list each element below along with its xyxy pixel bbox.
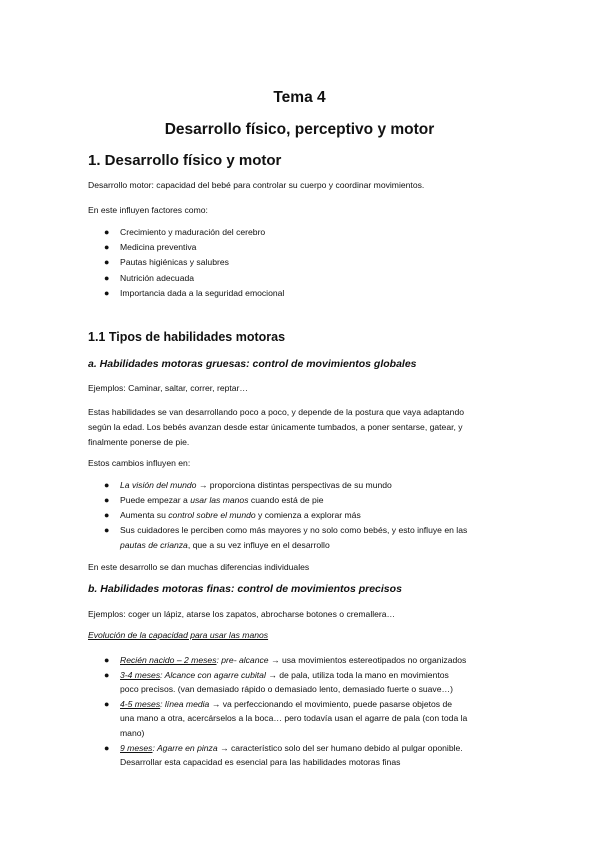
list-item: ● Recién nacido – 2 meses: pre- alcance → usa movimientos estereotipados no organizados (104, 653, 539, 668)
changes-list (104, 478, 539, 553)
list-item: ● Puede empezar a usar las manos cuando está de pie (104, 493, 539, 508)
bullet-icon: ● (104, 227, 110, 237)
bullet-icon: ● (104, 257, 110, 268)
fine-motor-heading: b. Habilidades motoras finas: control de movimientos precisos (88, 583, 402, 595)
bullet-icon: ● (104, 698, 110, 709)
list-item: ● Crecimiento y maduración del cerebro (104, 225, 539, 240)
bullet-icon: ● (104, 287, 110, 298)
bullet-icon: ● (104, 242, 110, 253)
list-item: ● Sus cuidadores le perciben como más mayores y no solo como bebés, y esto influye en las pautas de crianza, que a su vez influye en el desarrollo (104, 525, 468, 550)
gross-motor-paragraph: Estas habilidades se van desarrollando poco a poco, y depende de la postura que vaya adaptando según la edad. Los bebés avanzan desde estar únicamente tumbados, a poner sentarse, gatear, y finalmente ponerse de pie. (88, 407, 465, 447)
gross-motor-heading: a. Habilidades motoras gruesas: control de movimientos globales (88, 358, 417, 370)
list-item: ● 3-4 meses: Alcance con agarre cubital → de pala, utiliza toda la mano en movimientos poco precisos. (van demasiado rápido o demasiado lento, demasiado fuerte o suave…) (104, 669, 453, 695)
bullet-icon: ● (104, 655, 110, 665)
list-item: ● Medicina preventiva (104, 240, 539, 255)
bullet-icon: ● (104, 480, 110, 490)
bullet-icon: ● (104, 510, 110, 520)
list-item: ● Pautas higiénicas y salubres (104, 255, 539, 270)
bullet-icon: ● (104, 272, 110, 283)
definition-text: Desarrollo motor: capacidad del bebé para controlar su cuerpo y coordinar movimientos. (88, 180, 425, 190)
differences-text: En este desarrollo se dan muchas diferencias individuales (88, 562, 310, 572)
list-item: ● Nutrición adecuada (104, 271, 539, 286)
list-item: ● Aumenta su control sobre el mundo y comienza a explorar más (104, 508, 539, 523)
bullet-icon: ● (104, 742, 110, 753)
section-1-1-heading: 1.1 Tipos de habilidades motoras (88, 330, 286, 344)
document-subtitle: Desarrollo físico, perceptivo y motor (164, 121, 435, 138)
fine-motor-examples: Ejemplos: coger un lápiz, atarse los zapatos, abrocharse botones o cremallera… (88, 609, 396, 619)
stages-list (104, 653, 539, 770)
changes-intro: Estos cambios influyen en: (88, 458, 191, 468)
list-item: ● 4-5 meses: línea media → va perfeccionando el movimiento, puede pasarse objetos de una mano a otra, acercárselos a la boca… pero todavía usan el agarre de pala (con toda la mano) (104, 698, 468, 738)
factors-list (104, 225, 539, 301)
bullet-icon: ● (104, 525, 110, 535)
list-item: ● Importancia dada a la seguridad emocional (104, 286, 539, 301)
factors-intro: En este influyen factores como: (88, 205, 208, 215)
bullet-icon: ● (104, 495, 110, 505)
list-item: ● 9 meses: Agarre en pinza → característico solo del ser humano debido al pulgar oponible. Desarrollar esta capacidad es esencial para las habilidades motoras finas (104, 742, 463, 768)
list-item: ● La visión del mundo → proporciona distintas perspectivas de su mundo (104, 478, 539, 493)
gross-motor-examples: Ejemplos: Caminar, saltar, correr, reptar… (88, 383, 248, 393)
section-1-heading: 1. Desarrollo físico y motor (88, 152, 282, 169)
evolution-title: Evolución de la capacidad para usar las manos (88, 630, 269, 640)
bullet-icon: ● (104, 669, 110, 680)
document-title: Tema 4 (273, 89, 326, 106)
